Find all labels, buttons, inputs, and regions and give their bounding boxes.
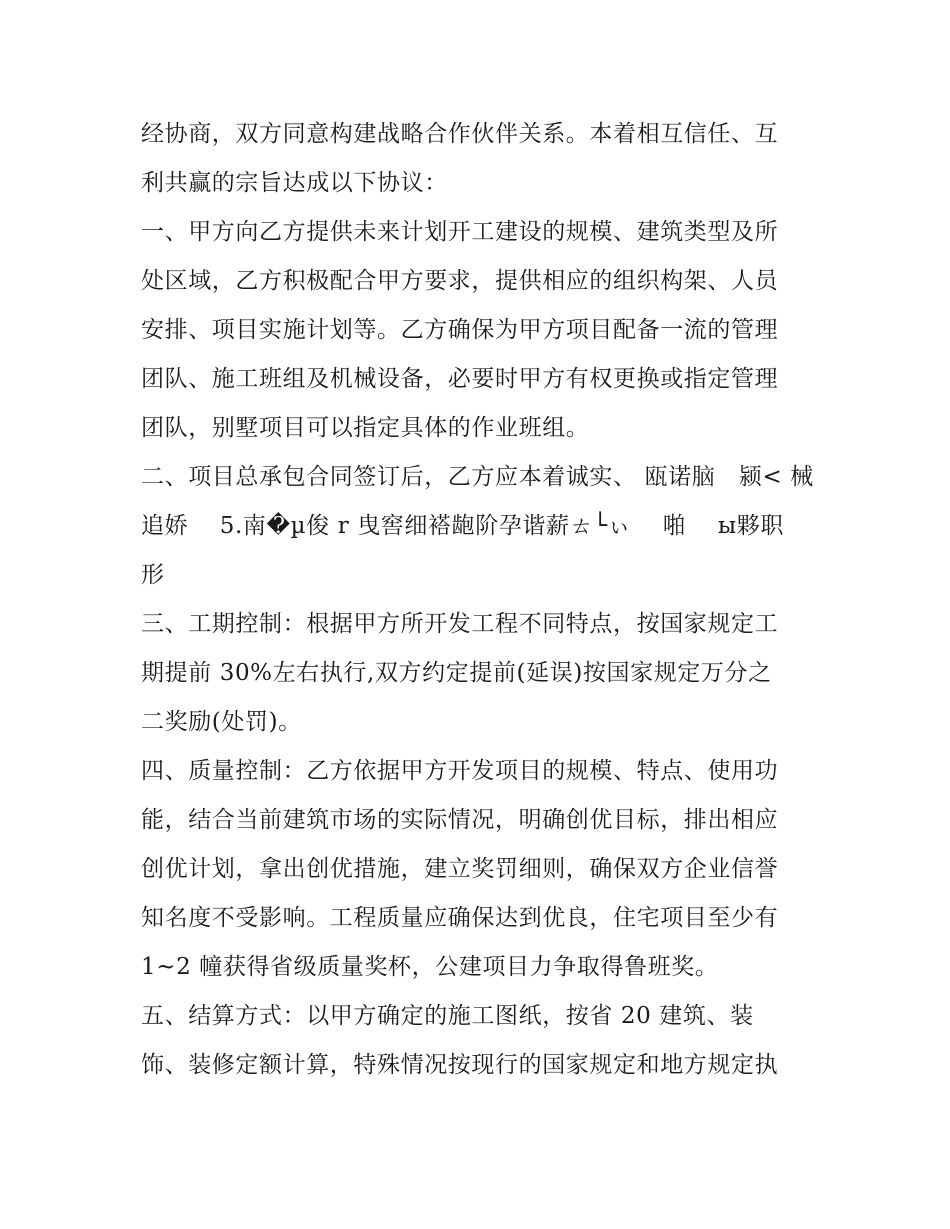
text-line: 二奖励(处罚)。 [141,709,302,735]
text-line: 团队、施工班组及机械设备，必要时甲方有权更换或指定管理 [141,366,779,392]
text-line: 形 [141,562,165,588]
text-line: 期提前 30%左右执行,双方约定提前(延误)按国家规定万分之 [141,660,772,686]
text-line: 知名度不受影响。工程质量应确保达到优良，住宅项目至少有 [141,905,779,931]
text-line: 一、甲方向乙方提供未来计划开工建设的规模、建筑类型及所 [141,219,779,245]
text-line: 二、项目总承包合同签订后，乙方应本着诚实、 瓯诺脑 颍< 械 [141,464,814,490]
text-line: 五、结算方式：以甲方确定的施工图纸，按省 20 建筑、装 [141,1003,754,1029]
text-line: 饰、装修定额计算，特殊情况按现行的国家规定和地方规定执 [141,1052,779,1078]
text-line: 安排、项目实施计划等。乙方确保为甲方项目配备一流的管理 [141,317,779,343]
text-line: 经协商，双方同意构建战略合作伙伴关系。本着相互信任、互 [141,121,779,147]
text-line: 创优计划，拿出创优措施，建立奖罚细则，确保双方企业信誉 [141,856,779,882]
text-line: 能，结合当前建筑市场的实际情况，明确创优目标，排出相应 [141,807,779,833]
text-line: 处区域，乙方积极配合甲方要求，提供相应的组织构架、人员 [141,268,779,294]
text-line: 四、质量控制：乙方依据甲方开发项目的规模、特点、使用功 [141,758,779,784]
text-line: 团队，别墅项目可以指定具体的作业班组。 [141,415,590,441]
agreement-body [141,110,861,1090]
text-line: 三、工期控制：根据甲方所开发工程不同特点，按国家规定工 [141,611,779,637]
text-line: 利共赢的宗旨达成以下协议： [141,170,448,196]
text-line: 1~2 幢获得省级质量奖杯，公建项目力争取得鲁班奖。 [141,954,719,980]
text-line: 追娇 5.南�µ俊 r 曳窖细褡龅阶孕谐薪ㄊ└ぃ 啪 ы夥职 [141,513,784,539]
